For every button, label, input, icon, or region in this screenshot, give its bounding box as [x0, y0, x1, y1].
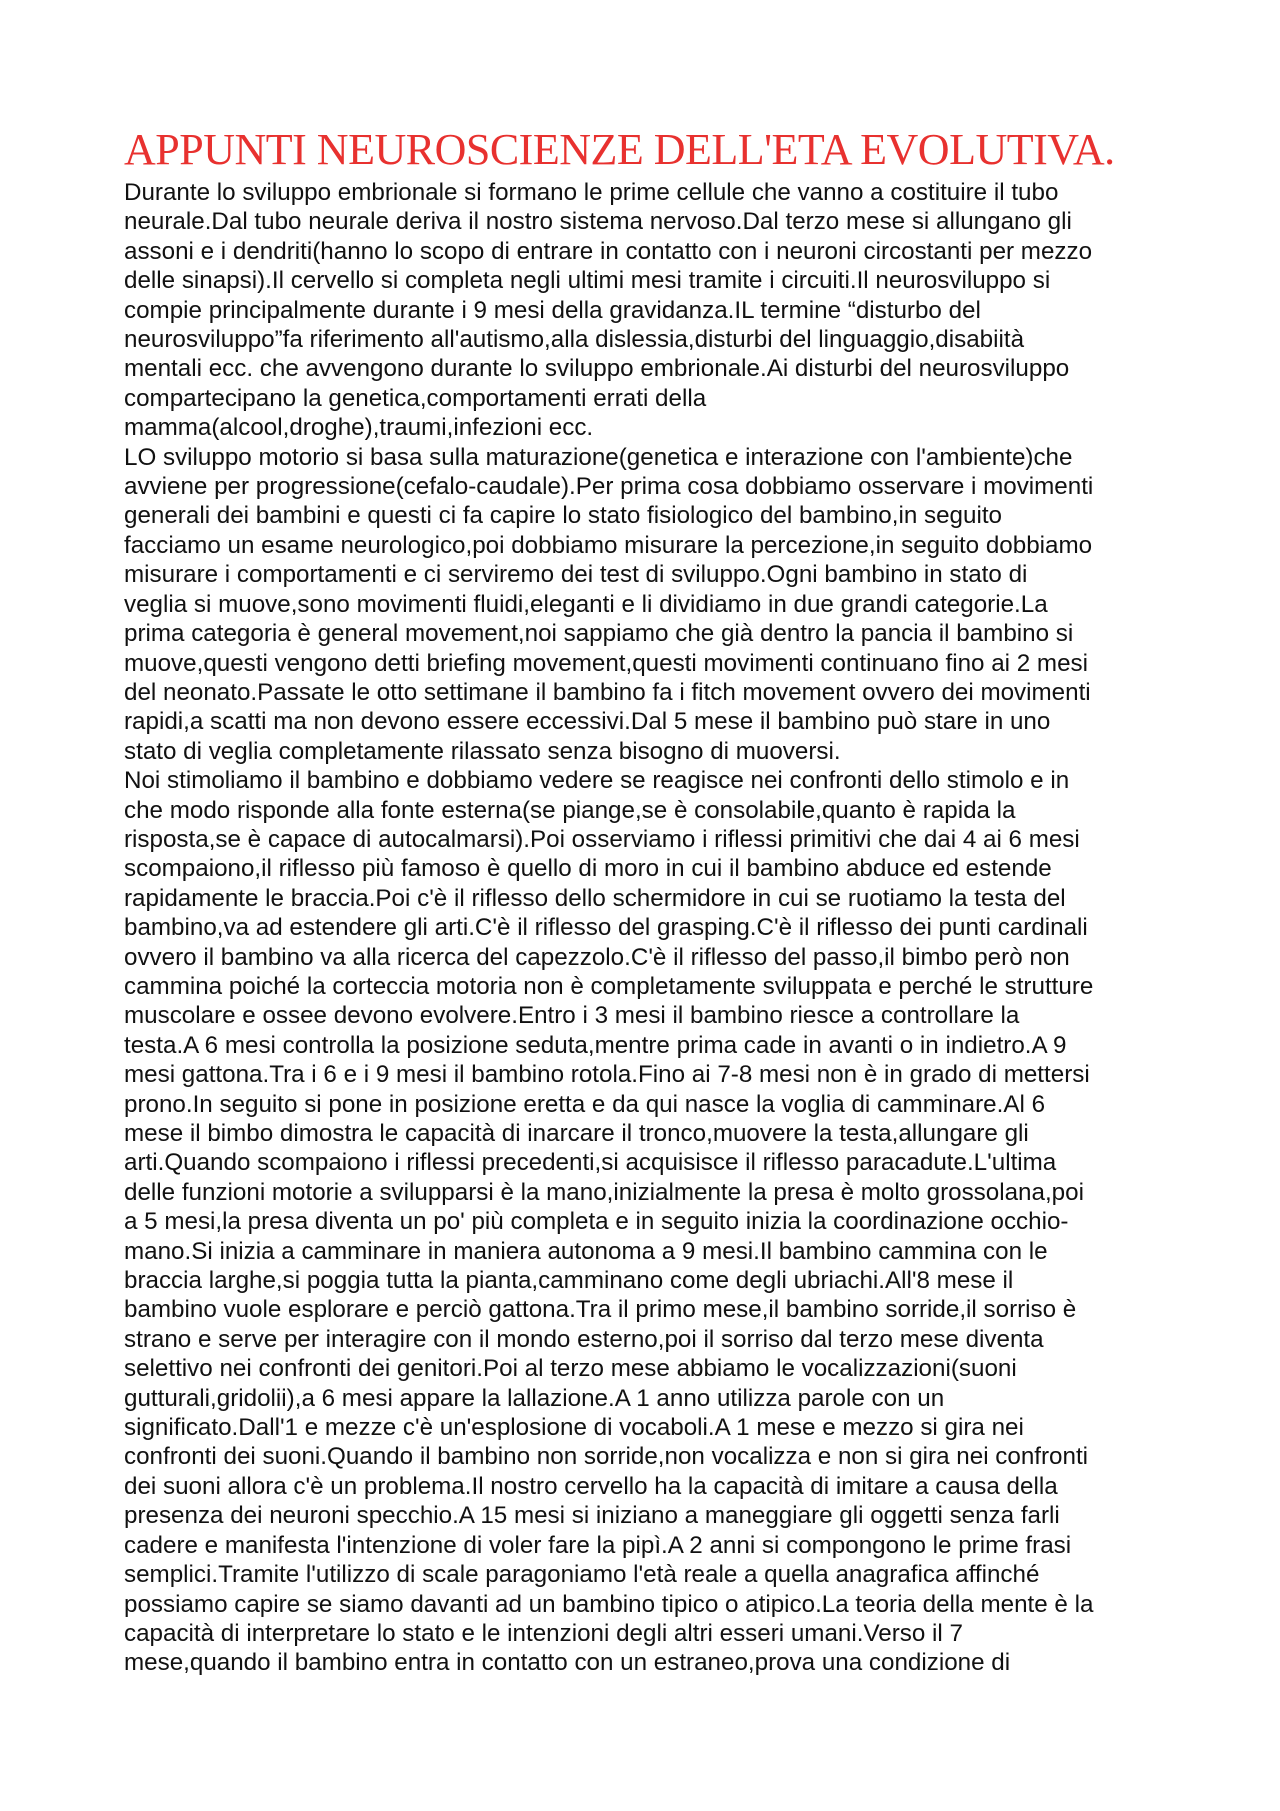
text-line: assoni e i dendriti(hanno lo scopo di entrare in contatto con i neuroni circostanti per mezzo: [124, 237, 1093, 265]
text-line: testa.A 6 mesi controlla la posizione seduta,mentre prima cade in avanti o in indietro.A 9: [124, 1031, 1067, 1059]
text-line: mese il bimbo dimostra le capacità di inarcare il tronco,muovere la testa,allungare gli: [124, 1120, 1029, 1147]
text-line: neurosviluppo”fa riferimento all'autismo,alla dislessia,disturbi del linguaggio,disabiità: [124, 326, 1025, 354]
text-line: rapidamente le braccia.Poi c'è il riflesso dello schermidore in cui se ruotiamo la testa del: [124, 884, 1066, 912]
text-line: stato di veglia completamente rilassato senza bisogno di muoversi.: [124, 737, 841, 765]
text-line: compartecipano la genetica,comportamenti errati della: [124, 384, 707, 412]
document-page: [124, 124, 1174, 1678]
text-line: ovvero il bambino va alla ricerca del capezzolo.C'è il riflesso del passo,il bimbo però non: [124, 943, 1070, 971]
text-line: strano e serve per interagire con il mondo esterno,poi il sorriso dal terzo mese diventa: [124, 1325, 1044, 1353]
text-line: Noi stimoliamo il bambino e dobbiamo vedere se reagisce nei confronti dello stimolo e in: [124, 767, 1070, 795]
document-body: [124, 178, 1174, 1678]
document-title: APPUNTI NEUROSCIENZE DELL'ETA EVOLUTIVA.: [124, 125, 1115, 174]
text-line: avviene per progressione(cefalo-caudale).Per prima cosa dobbiamo osservare i movimenti: [124, 473, 1094, 501]
text-line: cammina poiché la corteccia motoria non è completamente sviluppata e perché le strutture: [124, 972, 1094, 1000]
text-line: muscolare e ossee devono evolvere.Entro i 3 mesi il bambino riesce a controllare la: [124, 1002, 1020, 1030]
text-line: compie principalmente durante i 9 mesi della gravidanza.IL termine “disturbo del: [124, 296, 981, 324]
text-line: generali dei bambini e questi ci fa capire lo stato fisiologico del bambino,in seguito: [124, 502, 1002, 530]
text-line: gutturali,gridolii),a 6 mesi appare la lallazione.A 1 anno utilizza parole con un: [124, 1384, 945, 1412]
text-line: scompaiono,il riflesso più famoso è quello di moro in cui il bambino abduce ed estende: [124, 855, 1052, 883]
text-line: Durante lo sviluppo embrionale si formano le prime cellule che vanno a costituire il tubo: [124, 179, 1059, 206]
text-line: arti.Quando scompaiono i riflessi precedenti,si acquisisce il riflesso paracadute.L'ultima: [124, 1149, 1057, 1177]
text-line: capacità di interpretare lo stato e le intenzioni degli altri esseri umani.Verso il 7: [124, 1619, 963, 1647]
text-line: confronti dei suoni.Quando il bambino non sorride,non vocalizza e non si gira nei confronti: [124, 1443, 1089, 1471]
text-line: bambino,va ad estendere gli arti.C'è il riflesso del grasping.C'è il riflesso dei punti cardinali: [124, 914, 1088, 942]
text-line: prima categoria è general movement,noi sappiamo che già dentro la pancia il bambino si: [124, 620, 1074, 648]
text-line: mentali ecc. che avvengono durante lo sviluppo embrionale.Ai disturbi del neurosviluppo: [124, 355, 1070, 383]
text-line: mesi gattona.Tra i 6 e i 9 mesi il bambino rotola.Fino ai 7-8 mesi non è in grado di mettersi: [124, 1061, 1090, 1089]
text-line: bambino vuole esplorare e perciò gattona.Tra il primo mese,il bambino sorride,il sorriso è: [124, 1296, 1077, 1324]
text-line: mano.Si inizia a camminare in maniera autonoma a 9 mesi.Il bambino cammina con le: [124, 1237, 1048, 1265]
text-line: LO sviluppo motorio si basa sulla maturazione(genetica e interazione con l'ambiente)che: [124, 443, 1073, 471]
text-line: misurare i comportamenti e ci serviremo dei test di sviluppo.Ogni bambino in stato di: [124, 561, 1028, 589]
text-line: facciamo un esame neurologico,poi dobbiamo misurare la percezione,in seguito dobbiamo: [124, 531, 1093, 559]
text-line: presenza dei neuroni specchio.A 15 mesi si iniziano a maneggiare gli oggetti senza farli: [124, 1502, 1060, 1530]
text-line: neurale.Dal tubo neurale deriva il nostro sistema nervoso.Dal terzo mese si allungano gli: [124, 208, 1072, 236]
text-line: mamma(alcool,droghe),traumi,infezioni ecc.: [124, 414, 594, 442]
text-line: significato.Dall'1 e mezze c'è un'esplosione di vocaboli.A 1 mese e mezzo si gira nei: [124, 1414, 1024, 1442]
text-line: mese,quando il bambino entra in contatto con un estraneo,prova una condizione di: [124, 1649, 1011, 1677]
text-line: delle funzioni motorie a svilupparsi è la mano,inizialmente la presa è molto grossolana,poi: [124, 1178, 1084, 1206]
text-line: possiamo capire se siamo davanti ad un bambino tipico o atipico.La teoria della mente è la: [124, 1590, 1094, 1618]
text-line: braccia larghe,si poggia tutta la pianta,camminano come degli ubriachi.All'8 mese il: [124, 1267, 1014, 1295]
text-line: veglia si muove,sono movimenti fluidi,eleganti e li dividiamo in due grandi categorie.La: [124, 590, 1048, 618]
text-line: semplici.Tramite l'utilizzo di scale paragoniamo l'età reale a quella anagrafica affinché: [124, 1561, 1040, 1589]
text-line: delle sinapsi).Il cervello si completa negli ultimi mesi tramite i circuiti.Il neurosviluppo si: [124, 267, 1051, 295]
text-line: del neonato.Passate le otto settimane il bambino fa i fitch movement ovvero dei movimenti: [124, 678, 1091, 706]
text-line: risposta,se è capace di autocalmarsi).Poi osserviamo i riflessi primitivi che dai 4 ai 6 mesi: [124, 825, 1080, 853]
text-line: selettivo nei confronti dei genitori.Poi al terzo mese abbiamo le vocalizzazioni(suoni: [124, 1355, 1017, 1383]
text-line: che modo risponde alla fonte esterna(se piange,se è consolabile,quanto è rapida la: [124, 796, 1016, 824]
text-line: dei suoni allora c'è un problema.Il nostro cervello ha la capacità di imitare a causa della: [124, 1472, 1058, 1500]
text-line: a 5 mesi,la presa diventa un po' più completa e in seguito inizia la coordinazione occhio-: [124, 1208, 1069, 1236]
text-line: muove,questi vengono detti briefing movement,questi movimenti continuano fino ai 2 mesi: [124, 649, 1089, 677]
text-line: rapidi,a scatti ma non devono essere eccessivi.Dal 5 mese il bambino può stare in uno: [124, 708, 1051, 736]
text-line: cadere e manifesta l'intenzione di voler fare la pipì.A 2 anni si compongono le prime frasi: [124, 1531, 1072, 1559]
text-line: prono.In seguito si pone in posizione eretta e da qui nasce la voglia di camminare.Al 6: [124, 1090, 1046, 1118]
